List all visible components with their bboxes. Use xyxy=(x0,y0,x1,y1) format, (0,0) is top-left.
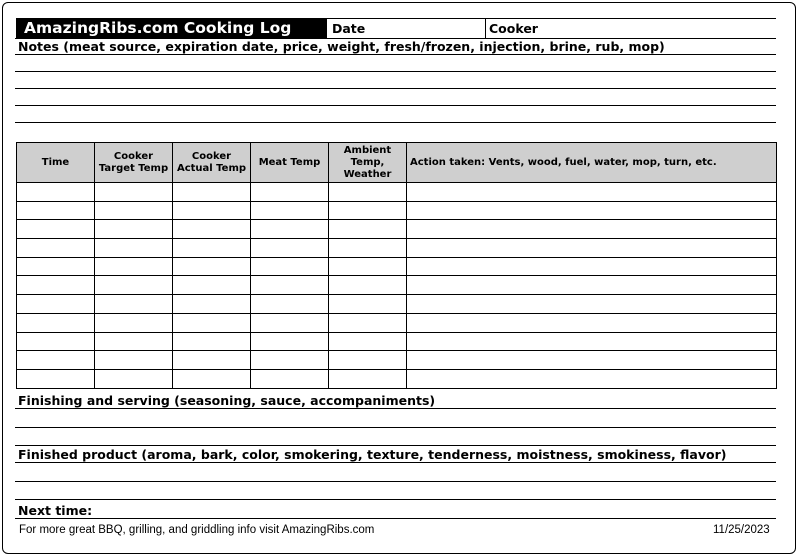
column-header-cooker-actual-temp: Cooker Actual Temp xyxy=(173,143,251,183)
finishing-line xyxy=(15,427,776,428)
column-header-time: Time xyxy=(17,143,95,183)
table-row xyxy=(17,295,777,314)
column-header-meat-temp: Meat Temp xyxy=(251,143,329,183)
table-cell xyxy=(329,257,407,276)
table-cell xyxy=(173,239,251,258)
table-cell xyxy=(407,295,777,314)
table-row xyxy=(17,239,777,258)
table-cell xyxy=(329,351,407,370)
table-cell xyxy=(407,220,777,239)
notes-line xyxy=(15,122,776,123)
table-cell xyxy=(17,351,95,370)
table-cell xyxy=(173,351,251,370)
header-top-line xyxy=(327,18,776,19)
table-row xyxy=(17,183,777,202)
table-cell xyxy=(95,257,173,276)
finished-product-label: Finished product (aroma, bark, color, smokering, texture, tenderness, moistness, smokiness, flavor) xyxy=(18,447,727,462)
table-cell xyxy=(95,295,173,314)
table-cell xyxy=(17,332,95,351)
finishing-line xyxy=(15,408,776,409)
cooker-label: Cooker xyxy=(489,21,538,36)
table-row xyxy=(17,276,777,295)
table-cell xyxy=(173,332,251,351)
table-row xyxy=(17,351,777,370)
table-row xyxy=(17,369,777,388)
table-cell xyxy=(95,351,173,370)
table-cell xyxy=(329,332,407,351)
finished-product-line xyxy=(15,462,776,463)
notes-line xyxy=(15,54,776,55)
finishing-label: Finishing and serving (seasoning, sauce, accompaniments) xyxy=(18,393,436,408)
cooking-log-table xyxy=(16,142,777,389)
table-header-row xyxy=(17,143,777,183)
table-cell xyxy=(329,183,407,202)
table-cell xyxy=(407,332,777,351)
column-header-cooker-target-temp: Cooker Target Temp xyxy=(95,143,173,183)
finished-product-line xyxy=(15,499,776,500)
table-cell xyxy=(407,313,777,332)
table-cell xyxy=(251,201,329,220)
table-cell xyxy=(251,220,329,239)
table-cell xyxy=(251,369,329,388)
table-cell xyxy=(173,295,251,314)
table-cell xyxy=(329,313,407,332)
footer-promo-text: For more great BBQ, grilling, and griddling info visit AmazingRibs.com xyxy=(19,524,375,536)
next-time-label: Next time: xyxy=(18,503,93,518)
log-title: AmazingRibs.com Cooking Log xyxy=(16,18,327,38)
table-cell xyxy=(95,220,173,239)
table-row xyxy=(17,220,777,239)
notes-line xyxy=(15,71,776,72)
finished-product-line xyxy=(15,481,776,482)
table-cell xyxy=(329,369,407,388)
table-cell xyxy=(251,239,329,258)
footer-date: 11/25/2023 xyxy=(713,524,770,536)
table-cell xyxy=(173,201,251,220)
table-cell xyxy=(95,313,173,332)
table-cell xyxy=(17,220,95,239)
table-cell xyxy=(329,295,407,314)
table-cell xyxy=(407,257,777,276)
table-cell xyxy=(407,239,777,258)
table-cell xyxy=(329,220,407,239)
table-cell xyxy=(251,276,329,295)
notes-line xyxy=(15,88,776,89)
table-cell xyxy=(251,351,329,370)
next-time-line xyxy=(15,518,776,519)
table-cell xyxy=(17,313,95,332)
table-row xyxy=(17,257,777,276)
notes-label: Notes (meat source, expiration date, price, weight, fresh/frozen, injection, brine, rub, mop) xyxy=(18,39,665,54)
table-cell xyxy=(407,276,777,295)
table-cell xyxy=(329,239,407,258)
table-row xyxy=(17,332,777,351)
table-cell xyxy=(251,257,329,276)
date-label: Date xyxy=(332,21,366,36)
table-cell xyxy=(173,220,251,239)
table-cell xyxy=(17,201,95,220)
table-cell xyxy=(407,201,777,220)
table-cell xyxy=(17,183,95,202)
table-cell xyxy=(95,369,173,388)
table-cell xyxy=(173,276,251,295)
table-cell xyxy=(251,183,329,202)
notes-line xyxy=(15,105,776,106)
table-cell xyxy=(173,313,251,332)
table-cell xyxy=(95,183,173,202)
table-cell xyxy=(173,257,251,276)
table-cell xyxy=(17,257,95,276)
table-cell xyxy=(407,369,777,388)
table-cell xyxy=(251,313,329,332)
column-header-action-taken: Action taken: Vents, wood, fuel, water, mop, turn, etc. xyxy=(407,143,777,183)
table-row xyxy=(17,313,777,332)
table-cell xyxy=(95,239,173,258)
header-separator xyxy=(485,18,486,38)
column-header-ambient-temp: Ambient Temp, Weather xyxy=(329,143,407,183)
table-row xyxy=(17,201,777,220)
table-cell xyxy=(95,276,173,295)
table-cell xyxy=(329,276,407,295)
table-cell xyxy=(17,369,95,388)
table-cell xyxy=(17,295,95,314)
table-cell xyxy=(407,183,777,202)
table-cell xyxy=(95,201,173,220)
table-cell xyxy=(251,332,329,351)
table-cell xyxy=(17,239,95,258)
table-cell xyxy=(329,201,407,220)
table-cell xyxy=(95,332,173,351)
table-cell xyxy=(17,276,95,295)
table-cell xyxy=(407,351,777,370)
finishing-line xyxy=(15,445,776,446)
table-cell xyxy=(251,295,329,314)
table-cell xyxy=(173,183,251,202)
table-cell xyxy=(173,369,251,388)
